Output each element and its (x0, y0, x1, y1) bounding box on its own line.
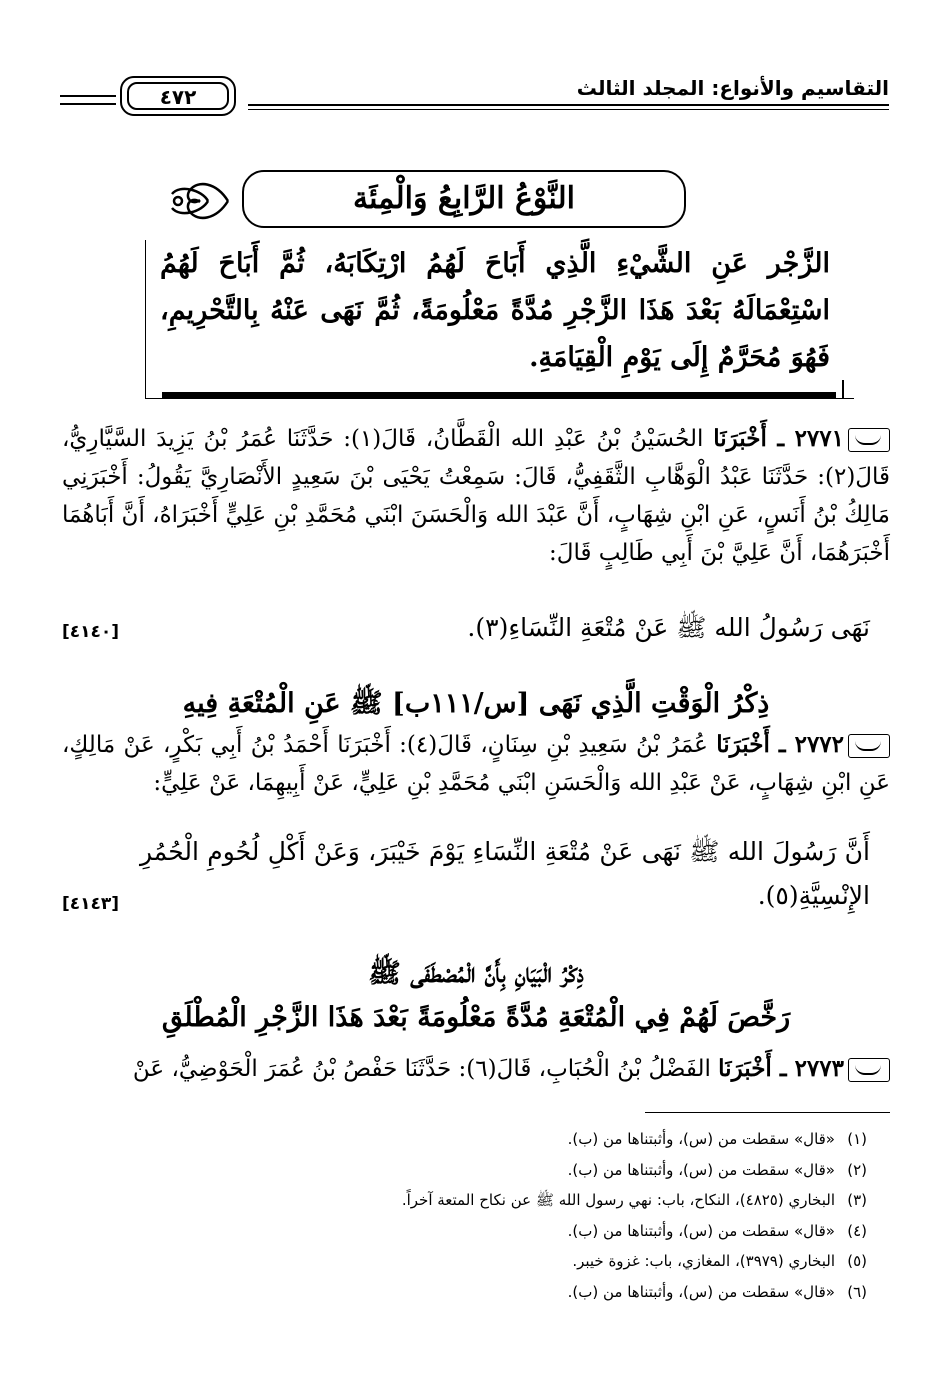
footnote (62, 1246, 867, 1277)
chapter-heading-1: ذِكْرُ الْوَقْتِ الَّذِي نَهَى [س/١١١ب] ﷺ عَنِ الْمُتْعَةِ فِيهِ (182, 688, 770, 719)
header-rule (248, 104, 889, 110)
hadith-marker-icon (848, 734, 890, 758)
section-rule (162, 392, 836, 398)
footnote (62, 1216, 867, 1247)
hadith-marker-icon (848, 1058, 890, 1082)
footnote-number: (٦) (847, 1282, 867, 1301)
chapter-heading-2-line1: ذِكْرُ الْبَيَانِ بِأَنَّ الْمُصْطَفَى ﷺ (368, 958, 584, 989)
footnote-text: «قال» سقطت من (س)، وأثبتناها من (ب). (567, 1282, 835, 1301)
hadith-2772-ref: [٤١٤٣] (62, 894, 120, 914)
footnote (62, 1277, 867, 1308)
footnote-text: «قال» سقطت من (س)، وأثبتناها من (ب). (567, 1160, 835, 1179)
footnote-text: «قال» سقطت من (س)، وأثبتناها من (ب). (567, 1130, 835, 1148)
hadith-2772-matn: أَنَّ رَسُولَ الله ﷺ نَهَى عَنْ مُتْعَةِ النِّسَاءِ يَوْمَ خَيْبَرَ، وَعَنْ أَكْلِ لُحُومِ الْحُمُرِ الإِنْسِيَّةِ(٥). (140, 837, 870, 910)
hadith-number: ٢٧٧٢ ـ أَخْبَرَنَا (716, 731, 845, 758)
footnote-number: (٣) (847, 1191, 867, 1209)
hadith-2773-isnad (62, 1050, 890, 1088)
chapter-heading-2-line2: رَخَّصَ لَهُمْ فِي الْمُتْعَةِ مُدَّةً مَعْلُومَةً بَعْدَ هَذَا الزَّجْرِ الْمُطْلَقِ (161, 1002, 791, 1033)
footnote-text: البخاري (٤٨٢٥)، النكاح، باب: نهي رسول الله ﷺ عن نكاح المتعة آخراً. (401, 1191, 835, 1209)
header-dash (60, 95, 116, 105)
footnote-number: (١) (847, 1130, 867, 1148)
section-title: النَّوْعُ الرَّابِعُ وَالْمِئَة (242, 170, 686, 228)
hadith-number: ٢٧٧١ ـ أَخْبَرَنَا (713, 425, 844, 452)
hadith-marker-icon (848, 428, 890, 452)
footnotes (62, 1124, 867, 1307)
page-number-box (120, 76, 236, 116)
hadith-2771-matn: نَهَى رَسُولُ الله ﷺ عَنْ مُتْعَةِ النِّسَاءِ(٣). (467, 613, 870, 642)
hadith-number: ٢٧٧٣ ـ أَخْبَرَنَا (718, 1055, 844, 1082)
footnote (62, 1124, 867, 1155)
footnote (62, 1185, 867, 1216)
hadith-2772-isnad (62, 726, 890, 802)
footnote-number: (٤) (847, 1221, 867, 1240)
footnote-text: «قال» سقطت من (س)، وأثبتناها من (ب). (567, 1221, 835, 1240)
isnad-text: عُمَرُ بْنُ سَعِيدِ بْنِ سِنَانٍ، قَالَ(٤): أَخْبَرَنَا أَحْمَدُ بْنُ أَبِي بَكْرٍ، عَنْ مَالِكٍ، عَنِ ابْنِ شِهَابٍ، عَنْ عَبْدِ الله وَالْحَسَنِ ابْنَي مُحَمَّدِ بْنِ عَلِيٍّ، عَنْ أَبِيهِمَا، عَنْ عَلِيٍّ: (62, 732, 890, 796)
running-title: التقاسيم والأنواع: المجلد الثالث (576, 76, 889, 100)
footnote (62, 1155, 867, 1186)
page-header (60, 60, 889, 130)
ornament-icon (168, 174, 230, 228)
footnote-number: (٢) (847, 1160, 867, 1179)
hadith-2771-ref: [٤١٤٠] (62, 622, 120, 642)
hadith-2771-isnad (62, 420, 890, 572)
footnote-number: (٥) (847, 1252, 867, 1270)
footnote-text: البخاري (٣٩٧٩)، المغازي، باب: غزوة خيبر. (572, 1252, 835, 1270)
section-frame-tick (842, 380, 844, 398)
isnad-text: الحُسَيْنُ بْنُ عَبْدِ الله الْقَطَّانُ، قَالَ(١): حَدَّثَنَا عُمَرُ بْنُ يَزِيدَ السَّيَّارِيُّ، قَالَ(٢): حَدَّثَنَا عَبْدُ الْوَهَّابِ الثَّقَفِيُّ، قَالَ: سَمِعْتُ يَحْيَى بْنَ سَعِيدٍ الأَنْصَارِيَّ يَقُولُ: أَخْبَرَنِي مَالِكُ بْنُ أَنَسٍ، عَنِ ابْنِ شِهَابٍ، أَنَّ عَبْدَ الله وَالْحَسَنَ ابْنَي مُحَمَّدِ بْنِ عَلِيٍّ أَخْبَرَاهُ، أَنَّ أَبَاهُمَا أَخْبَرَهُمَا، أَنَّ عَلِيَّ بْنَ أَبِي طَالِبٍ قَالَ: (62, 426, 890, 566)
isnad-text: الفَضْلُ بْنُ الْحُبَابِ، قَالَ(٦): حَدَّثَنَا حَفْصُ بْنُ عُمَرَ الْحَوْضِيُّ، عَنْ (132, 1056, 711, 1082)
footnote-rule (645, 1112, 890, 1113)
page-number: ٤٧٢ (127, 82, 229, 110)
section-description: الزَّجْر عَنِ الشَّيْءِ الَّذِي أَبَاحَ لَهُمُ ارْتِكَابَهُ، ثُمَّ أَبَاحَ لَهُمُ اسْتِعْمَالَهُ بَعْدَ هَذَا الزَّجْرِ مُدَّةً مَعْلُومَةً، ثُمَّ نَهَى عَنْهُ بِالتَّحْرِيمِ، فَهُوَ مُحَرَّمٌ إِلَى يَوْمِ الْقِيَامَةِ. (160, 248, 830, 373)
